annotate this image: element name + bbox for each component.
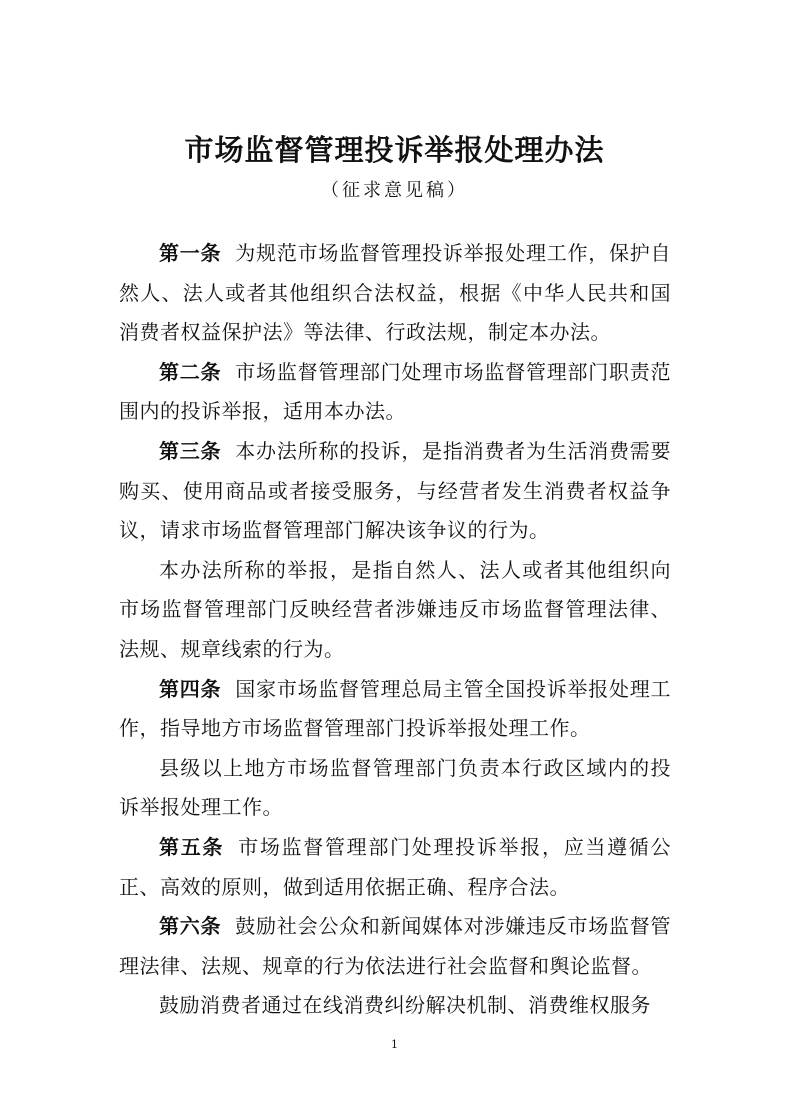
paragraph-text: 本办法所称的举报，是指自然人、法人或者其他组织向市场监督管理部门反映经营者涉嫌违反市场监督管理法律、法规、规章线索的行为。 bbox=[119, 557, 671, 661]
paragraph-article-4 bbox=[119, 670, 671, 749]
paragraph-text: 本办法所称的投诉，是指消费者为生活消费需要购买、使用商品或者接受服务，与经营者发生消费者权益争议，请求市场监督管理部门解决该争议的行为。 bbox=[119, 438, 672, 543]
paragraph-article-1 bbox=[119, 234, 671, 353]
paragraph-article-3 bbox=[119, 432, 671, 551]
paragraph-text: 为规范市场监督管理投诉举报处理工作，保护自然人、法人或者其他组织合法权益，根据《中华人民共和国消费者权益保护法》等法律、行政法规，制定本办法。 bbox=[119, 241, 672, 345]
paragraph-text: 市场监督管理部门处理市场监督管理部门职责范围内的投诉举报，适用本办法。 bbox=[119, 359, 672, 424]
page-number: 1 bbox=[391, 1038, 398, 1051]
article-heading: 第二条 bbox=[159, 359, 222, 384]
paragraph-article-2 bbox=[119, 353, 671, 432]
article-heading: 第六条 bbox=[159, 914, 222, 939]
paragraph-text: 国家市场监督管理总局主管全国投诉举报处理工作，指导地方市场监督管理部门投诉举报处理工作。 bbox=[119, 676, 672, 741]
article-heading: 第四条 bbox=[159, 676, 222, 701]
document-title: 市场监督管理投诉举报处理办法 bbox=[184, 133, 605, 167]
paragraph-text: 鼓励消费者通过在线消费纠纷解决机制、消费维权服务 bbox=[159, 993, 651, 1018]
paragraph-article-6 bbox=[119, 907, 671, 986]
paragraph-article-6-cont bbox=[119, 986, 671, 1026]
document-body bbox=[119, 234, 671, 1026]
paragraph-article-5 bbox=[119, 828, 671, 907]
document-subtitle: （征求意见稿） bbox=[321, 180, 468, 201]
paragraph-article-4-cont bbox=[119, 749, 671, 828]
article-heading: 第一条 bbox=[159, 241, 222, 265]
article-heading: 第五条 bbox=[159, 834, 225, 859]
paragraph-text: 县级以上地方市场监督管理部门负责本行政区域内的投诉举报处理工作。 bbox=[119, 755, 671, 820]
paragraph-text: 鼓励社会公众和新闻媒体对涉嫌违反市场监督管理法律、法规、规章的行为依法进行社会监督和舆论监督。 bbox=[119, 914, 672, 978]
paragraph-text: 市场监督管理部门处理投诉举报，应当遵循公正、高效的原则，做到适用依据正确、程序合法。 bbox=[119, 834, 672, 899]
article-heading: 第三条 bbox=[159, 438, 222, 463]
paragraph-article-3-cont bbox=[119, 551, 671, 670]
